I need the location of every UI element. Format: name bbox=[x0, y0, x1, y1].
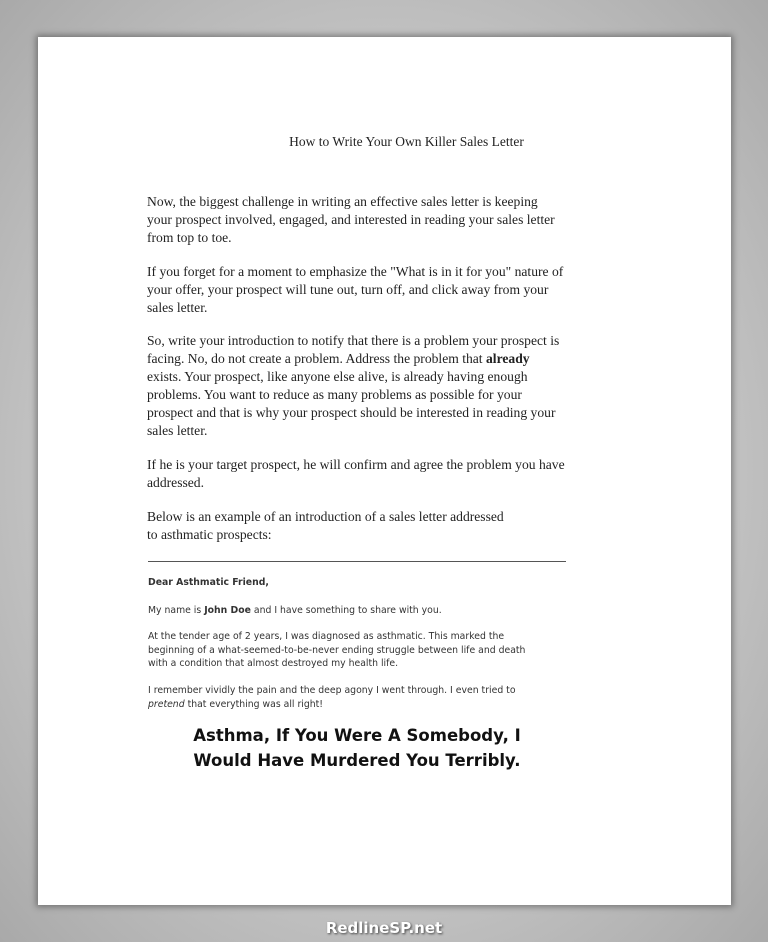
text: and I have something to share with you. bbox=[250, 605, 442, 616]
document-title: How to Write Your Own Killer Sales Letter bbox=[289, 134, 524, 149]
line: addressed. bbox=[147, 475, 204, 490]
paragraph-5 bbox=[147, 508, 504, 544]
line: beginning of a what-seemed-to-be-never ending struggle between life and death bbox=[148, 644, 526, 656]
line: sales letter. bbox=[147, 300, 208, 315]
line bbox=[147, 350, 559, 368]
paragraph-1 bbox=[147, 193, 555, 247]
line: At the tender age of 2 years, I was diagnosed as asthmatic. This marked the bbox=[148, 631, 505, 642]
line: Now, the biggest challenge in writing an effective sales letter is keeping bbox=[147, 194, 538, 209]
letter-paragraph-3 bbox=[148, 684, 516, 711]
line: sales letter. bbox=[147, 423, 208, 438]
letter-paragraph-2 bbox=[148, 630, 525, 671]
line: Below is an example of an introduction of a sales letter addressed bbox=[147, 509, 504, 524]
line: Would Have Murdered You Terribly. bbox=[193, 751, 521, 770]
divider bbox=[148, 561, 566, 562]
line: So, write your introduction to notify that there is a problem your prospect is bbox=[147, 333, 560, 348]
text: facing. No, do not create a problem. Address the problem that bbox=[147, 351, 486, 366]
document-page bbox=[38, 37, 731, 905]
watermark: RedlineSP.net bbox=[325, 919, 443, 937]
emphasis: pretend bbox=[148, 698, 185, 710]
paragraph-4 bbox=[147, 456, 565, 492]
line: to asthmatic prospects: bbox=[147, 527, 272, 542]
emphasis: already bbox=[486, 351, 530, 366]
line: with a condition that almost destroyed my health life. bbox=[148, 658, 399, 669]
paragraph-2 bbox=[147, 263, 563, 317]
text: My name is bbox=[148, 605, 205, 616]
line: your offer, your prospect will tune out, turn off, and click away from your bbox=[147, 282, 549, 297]
name: John Doe bbox=[204, 605, 251, 616]
text: that everything was all right! bbox=[184, 698, 324, 710]
letter-intro bbox=[148, 604, 442, 618]
letter-headline bbox=[148, 723, 566, 773]
line: If you forget for a moment to emphasize the "What is in it for you" nature of bbox=[147, 264, 564, 279]
line: If he is your target prospect, he will confirm and agree the problem you have bbox=[147, 457, 565, 472]
line: I remember vividly the pain and the deep agony I went through. I even tried to bbox=[148, 685, 516, 696]
line: prospect and that is why your prospect should be interested in reading your bbox=[147, 405, 556, 420]
line: problems. You want to reduce as many problems as possible for your bbox=[147, 387, 522, 402]
line: Asthma, If You Were A Somebody, I bbox=[193, 726, 521, 745]
letter-salutation: Dear Asthmatic Friend, bbox=[148, 577, 269, 588]
paragraph-3 bbox=[147, 332, 559, 440]
line: from top to toe. bbox=[147, 230, 232, 245]
line bbox=[148, 698, 516, 712]
line: exists. Your prospect, like anyone else alive, is already having enough bbox=[147, 369, 528, 384]
line: your prospect involved, engaged, and interested in reading your sales letter bbox=[147, 212, 555, 227]
